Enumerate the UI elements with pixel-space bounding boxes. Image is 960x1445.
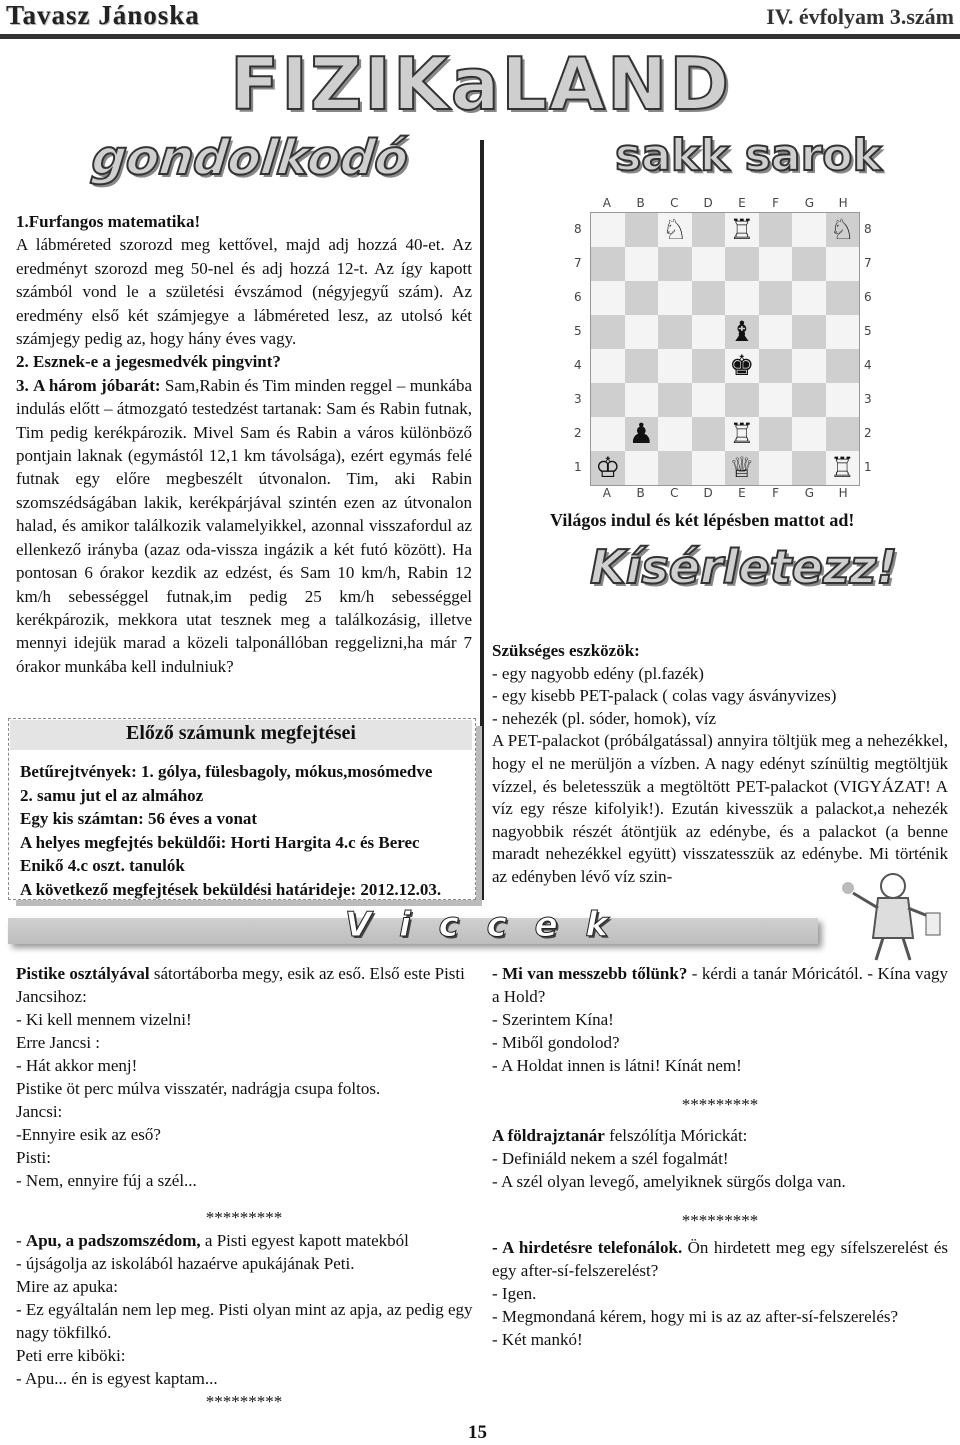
file-label: D: [703, 196, 713, 210]
square-a2: [591, 417, 625, 451]
solutions-title: Előző számunk megfejtései: [126, 722, 356, 744]
chess-piece-e2: ♖: [729, 417, 755, 450]
square-c2: [658, 417, 692, 451]
chess-files-bottom: [590, 486, 860, 500]
joke-2: [16, 1229, 476, 1252]
joke-line: - Ez egyáltalán nem lep meg. Pisti olyan mint az apja, az pedig egy nagy tökfilkó.: [16, 1300, 473, 1342]
square-c8: [658, 213, 692, 247]
square-e2: [725, 417, 759, 451]
square-d2: [692, 417, 726, 451]
solution-line: Betűrejtvények: 1. gólya, fülesbagoly, mókus,mosómedve: [20, 762, 433, 781]
square-a1: [591, 451, 625, 485]
square-g3: [792, 383, 826, 417]
joke-line: - Miből gondolod?: [492, 1033, 620, 1052]
square-e5: [725, 315, 759, 349]
square-c3: [658, 383, 692, 417]
rank-label: 1: [864, 460, 872, 474]
file-label: E: [738, 486, 746, 500]
square-f6: [759, 281, 793, 315]
square-e8: [725, 213, 759, 247]
square-d4: [692, 349, 726, 383]
joke-2-dash: -: [16, 1231, 26, 1250]
square-f4: [759, 349, 793, 383]
joke-5: [492, 1236, 948, 1282]
tool-item: - egy kisebb PET-palack ( colas vagy ásványvizes): [492, 686, 837, 706]
file-label: A: [602, 196, 611, 210]
square-d1: [692, 451, 726, 485]
rank-label: 2: [574, 426, 582, 440]
square-d5: [692, 315, 726, 349]
file-label: H: [838, 486, 848, 500]
rank-label: 3: [864, 392, 872, 406]
square-b4: [625, 349, 659, 383]
square-b6: [625, 281, 659, 315]
square-h7: [826, 247, 860, 281]
puzzle-3-body: Sam,Rabin és Tim minden reggel – munkába indulás előtt – átmozgató testedzést tartanak: Sam és Rabin futnak, Tim pedig kerékpározik. Mivel Sam és Rabin a város különböző pontjain laknak (egymástól 12,1 km távolsága), ezért egymás felé futnak egy előre megbeszélt útvonalon. Tim, aki Rabin szomszédságában lakik, kerékpárjával szintén ezen az útvonalon halad, és amikor találkozik valamelyikkel, azonnal visszafordul az ellenkező irányba (azaz oda-vissza ingázik a két futó között). Ha pontosan 6 órakor kezdik az edzést, és Sam 10 km/h, Rabin 12 km/h sebességgel futnak,im pedig 25 km/h sebességgel kerékpározik, mekkora utat tesznek meg a találkozásig, illetve mennyi idejük marad a közeli talponállóban reggelizni,ha már 7 órakor munkába kell indulniuk?: [16, 375, 473, 676]
joke-5-lead: - A hirdetésre telefonálok.: [492, 1238, 683, 1257]
square-h1: [826, 451, 860, 485]
puzzles-section: [16, 210, 472, 678]
square-e7: [725, 247, 759, 281]
puzzle-3-number: 3.: [16, 375, 29, 395]
experiment-title: Kísérletezz!: [590, 540, 898, 594]
joke-4: [492, 1124, 948, 1147]
joke-line: - Hát akkor menj!: [16, 1056, 138, 1075]
square-g2: [792, 417, 826, 451]
square-b8: [625, 213, 659, 247]
rank-label: 8: [574, 222, 582, 236]
rank-label: 8: [864, 222, 872, 236]
joke-line: - Definiáld nekem a szél fogalmát!: [492, 1149, 729, 1168]
square-a6: [591, 281, 625, 315]
chess-piece-e1: ♕: [729, 451, 755, 484]
chess-ranks-left: [574, 212, 582, 484]
rank-label: 1: [574, 460, 582, 474]
solution-line: 2. samu jut el az almához: [20, 785, 204, 805]
file-label: E: [738, 196, 746, 210]
square-e6: [725, 281, 759, 315]
chess-piece-a1: ♔: [595, 451, 621, 484]
chess-title: sakk sarok: [615, 130, 882, 181]
chess-piece-b2: ♟: [628, 417, 654, 450]
file-label: F: [772, 196, 780, 210]
square-c5: [658, 315, 692, 349]
joke-1-text: sátortáborba megy, esik az eső. Első este Pisti Jancsihoz:: [16, 964, 465, 1006]
joke-3-text: - kérdi a tanár Móricától. - Kína vagy a Hold?: [492, 964, 948, 1006]
joke-line: Peti erre kiböki:: [16, 1346, 126, 1365]
file-label: B: [636, 196, 645, 210]
joke-2-lead: Apu, a padszomszédom,: [25, 1231, 201, 1250]
square-b7: [625, 247, 659, 281]
joke-4-lead: A földrajztanár: [492, 1126, 605, 1145]
chess-piece-h1: ♖: [829, 451, 855, 484]
square-a5: [591, 315, 625, 349]
file-label: H: [838, 196, 848, 210]
joke-1-lead: Pistike osztályával: [16, 964, 150, 983]
experiment-body: A PET-palackot (próbálgatással) annyira töltjük meg a nehezékkel, hogy el ne merüljön a vízben. A nagy edényt színültig megtöltjük vízzel, és beletesszük a megtöltött PET-palackot (VIGYÁZAT! A víz egy része kifolyik!). Ezután kivesszük a palackot,a nehezék nagyobbik részét átöntjük az edénybe, és a palackot (a benne maradt nehezékkel együtt) visszatesszük az edénybe. Mi történik az edényben lévő víz szin-: [492, 731, 948, 886]
separator-stars: *********: [205, 1392, 283, 1411]
file-label: G: [804, 196, 815, 210]
square-h4: [826, 349, 860, 383]
square-a8: [591, 213, 625, 247]
square-g8: [792, 213, 826, 247]
rank-label: 7: [864, 256, 872, 270]
square-b1: [625, 451, 659, 485]
file-label: D: [703, 486, 713, 500]
square-f1: [759, 451, 793, 485]
joke-line: - A szél olyan levegő, amelyiknek sürgős dolga van.: [492, 1172, 846, 1191]
square-f7: [759, 247, 793, 281]
solution-line: A következő megfejtések beküldési határideje: 2012.12.03.: [20, 879, 442, 899]
square-f5: [759, 315, 793, 349]
chess-board: [590, 212, 860, 486]
issue-label: IV. évfolyam 3.szám: [766, 4, 954, 29]
jokes-left-column: [16, 962, 476, 1413]
square-g6: [792, 281, 826, 315]
rank-label: 2: [864, 426, 872, 440]
puzzle-2-title: 2. Esznek-e a jegesmedvék pingvint?: [16, 352, 281, 372]
chess-piece-h8: ♘: [829, 213, 855, 246]
scientist-illustration: [838, 858, 948, 968]
puzzle-1-title: 1.Furfangos matematika!: [16, 212, 201, 231]
joke-3: [492, 962, 948, 1008]
joke-line: Pistike öt perc múlva visszatér, nadrágja csupa foltos.: [16, 1079, 381, 1098]
square-d7: [692, 247, 726, 281]
joke-2-text: a Pisti egyest kapott matekból: [200, 1231, 409, 1250]
joke-line: - Nem, ennyire fúj a szél...: [16, 1171, 197, 1190]
joke-line: Mire az apuka:: [16, 1277, 118, 1296]
puzzle-3: [16, 374, 472, 678]
square-h6: [826, 281, 860, 315]
square-g4: [792, 349, 826, 383]
rank-label: 6: [574, 290, 582, 304]
puzzles-title: gondolkodó: [89, 130, 411, 186]
joke-line: -Ennyire esik az eső?: [16, 1125, 161, 1144]
rank-label: 3: [574, 392, 582, 406]
chess-piece-e5: ♝: [729, 315, 755, 348]
tool-item: - nehezék (pl. sóder, homok), víz: [492, 708, 717, 728]
jokes-right-column: [492, 962, 948, 1351]
joke-3-lead: - Mi van messzebb tőlünk?: [492, 964, 688, 983]
joke-line: - Szerintem Kína!: [492, 1010, 614, 1029]
joke-line: - Ki kell mennem vizelni!: [16, 1010, 192, 1029]
square-c4: [658, 349, 692, 383]
square-g7: [792, 247, 826, 281]
square-f3: [759, 383, 793, 417]
square-b5: [625, 315, 659, 349]
file-label: C: [670, 196, 679, 210]
file-label: F: [772, 486, 780, 500]
chess-piece-e8: ♖: [729, 213, 755, 246]
square-a3: [591, 383, 625, 417]
jokes-title: V i c c e k: [345, 905, 617, 945]
square-g1: [792, 451, 826, 485]
separator-stars: *********: [681, 1211, 759, 1230]
joke-line: - Apu... én is egyest kaptam...: [16, 1369, 218, 1388]
square-e4: [725, 349, 759, 383]
square-b2: [625, 417, 659, 451]
rank-label: 7: [574, 256, 582, 270]
chess-files-top: [590, 196, 860, 210]
square-f8: [759, 213, 793, 247]
experiment-section: [492, 640, 948, 889]
rank-label: 5: [574, 324, 582, 338]
square-d8: [692, 213, 726, 247]
square-a4: [591, 349, 625, 383]
puzzle-1-body: A lábméreted szorozd meg kettővel, majd adj hozzá 40-et. Az eredményt szorozd meg 50-nel és adj hozzá 12-t. Az így kapott számból vond le a születési évszámod (négyjegyű szám). Az eredmény első két számjegye a lábméreted lesz, az utolsó két számjegy pedig az, hogy hány éves vagy.: [16, 235, 472, 349]
file-label: C: [670, 486, 679, 500]
joke-line: - Igen.: [492, 1284, 537, 1303]
square-e3: [725, 383, 759, 417]
rank-label: 4: [574, 358, 582, 372]
rank-label: 5: [864, 324, 872, 338]
joke-line: - Megmondaná kérem, hogy mi is az az after-sí-felszerelés?: [492, 1307, 899, 1326]
joke-line: - újságolja az iskolából hazaérve apukájának Peti.: [16, 1254, 355, 1273]
chess-piece-c8: ♘: [662, 213, 688, 246]
joke-1: [16, 962, 476, 1008]
author-name: Tavasz Jánoska: [6, 0, 200, 30]
chess-ranks-right: [864, 212, 872, 484]
square-h8: [826, 213, 860, 247]
file-label: A: [602, 486, 611, 500]
joke-line: Jancsi:: [16, 1102, 63, 1121]
joke-5-text: Ön hirdetett meg egy sífelszerelést és egy after-sí-felszerelést?: [492, 1238, 948, 1280]
joke-line: Erre Jancsi :: [16, 1033, 101, 1052]
solution-line: A helyes megfejtés beküldői: Horti Hargita 4.c és Berec Enikő 4.c oszt. tanulók: [20, 832, 420, 876]
chess-caption: Világos indul és két lépésben mattot ad!: [550, 510, 855, 530]
square-e1: [725, 451, 759, 485]
puzzle-3-title: A három jóbarát:: [33, 375, 161, 395]
joke-line: - Két mankó!: [492, 1330, 583, 1349]
square-c1: [658, 451, 692, 485]
page-number: 15: [468, 1422, 487, 1443]
square-d3: [692, 383, 726, 417]
file-label: B: [636, 486, 645, 500]
square-c6: [658, 281, 692, 315]
rank-label: 6: [864, 290, 872, 304]
joke-4-text: felszólítja Mórickát:: [604, 1126, 748, 1145]
tool-item: - egy nagyobb edény (pl.fazék): [492, 663, 704, 683]
tools-title: Szükséges eszközök:: [492, 641, 640, 660]
square-h2: [826, 417, 860, 451]
square-a7: [591, 247, 625, 281]
rank-label: 4: [864, 358, 872, 372]
square-f2: [759, 417, 793, 451]
square-g5: [792, 315, 826, 349]
joke-line: Pisti:: [16, 1148, 51, 1167]
chess-piece-e4: ♚: [729, 349, 755, 382]
main-title: FIZIKaLAND: [230, 42, 731, 126]
solution-line: Egy kis számtan: 56 éves a vonat: [20, 809, 258, 829]
header-rule: [0, 34, 960, 39]
square-h3: [826, 383, 860, 417]
square-b3: [625, 383, 659, 417]
separator-stars: *********: [681, 1095, 759, 1114]
solutions-list: [20, 760, 466, 902]
joke-line: - A Holdat innen is látni! Kínát nem!: [492, 1056, 742, 1075]
square-d6: [692, 281, 726, 315]
file-label: G: [804, 486, 815, 500]
separator-stars: *********: [205, 1208, 283, 1227]
square-c7: [658, 247, 692, 281]
square-h5: [826, 315, 860, 349]
